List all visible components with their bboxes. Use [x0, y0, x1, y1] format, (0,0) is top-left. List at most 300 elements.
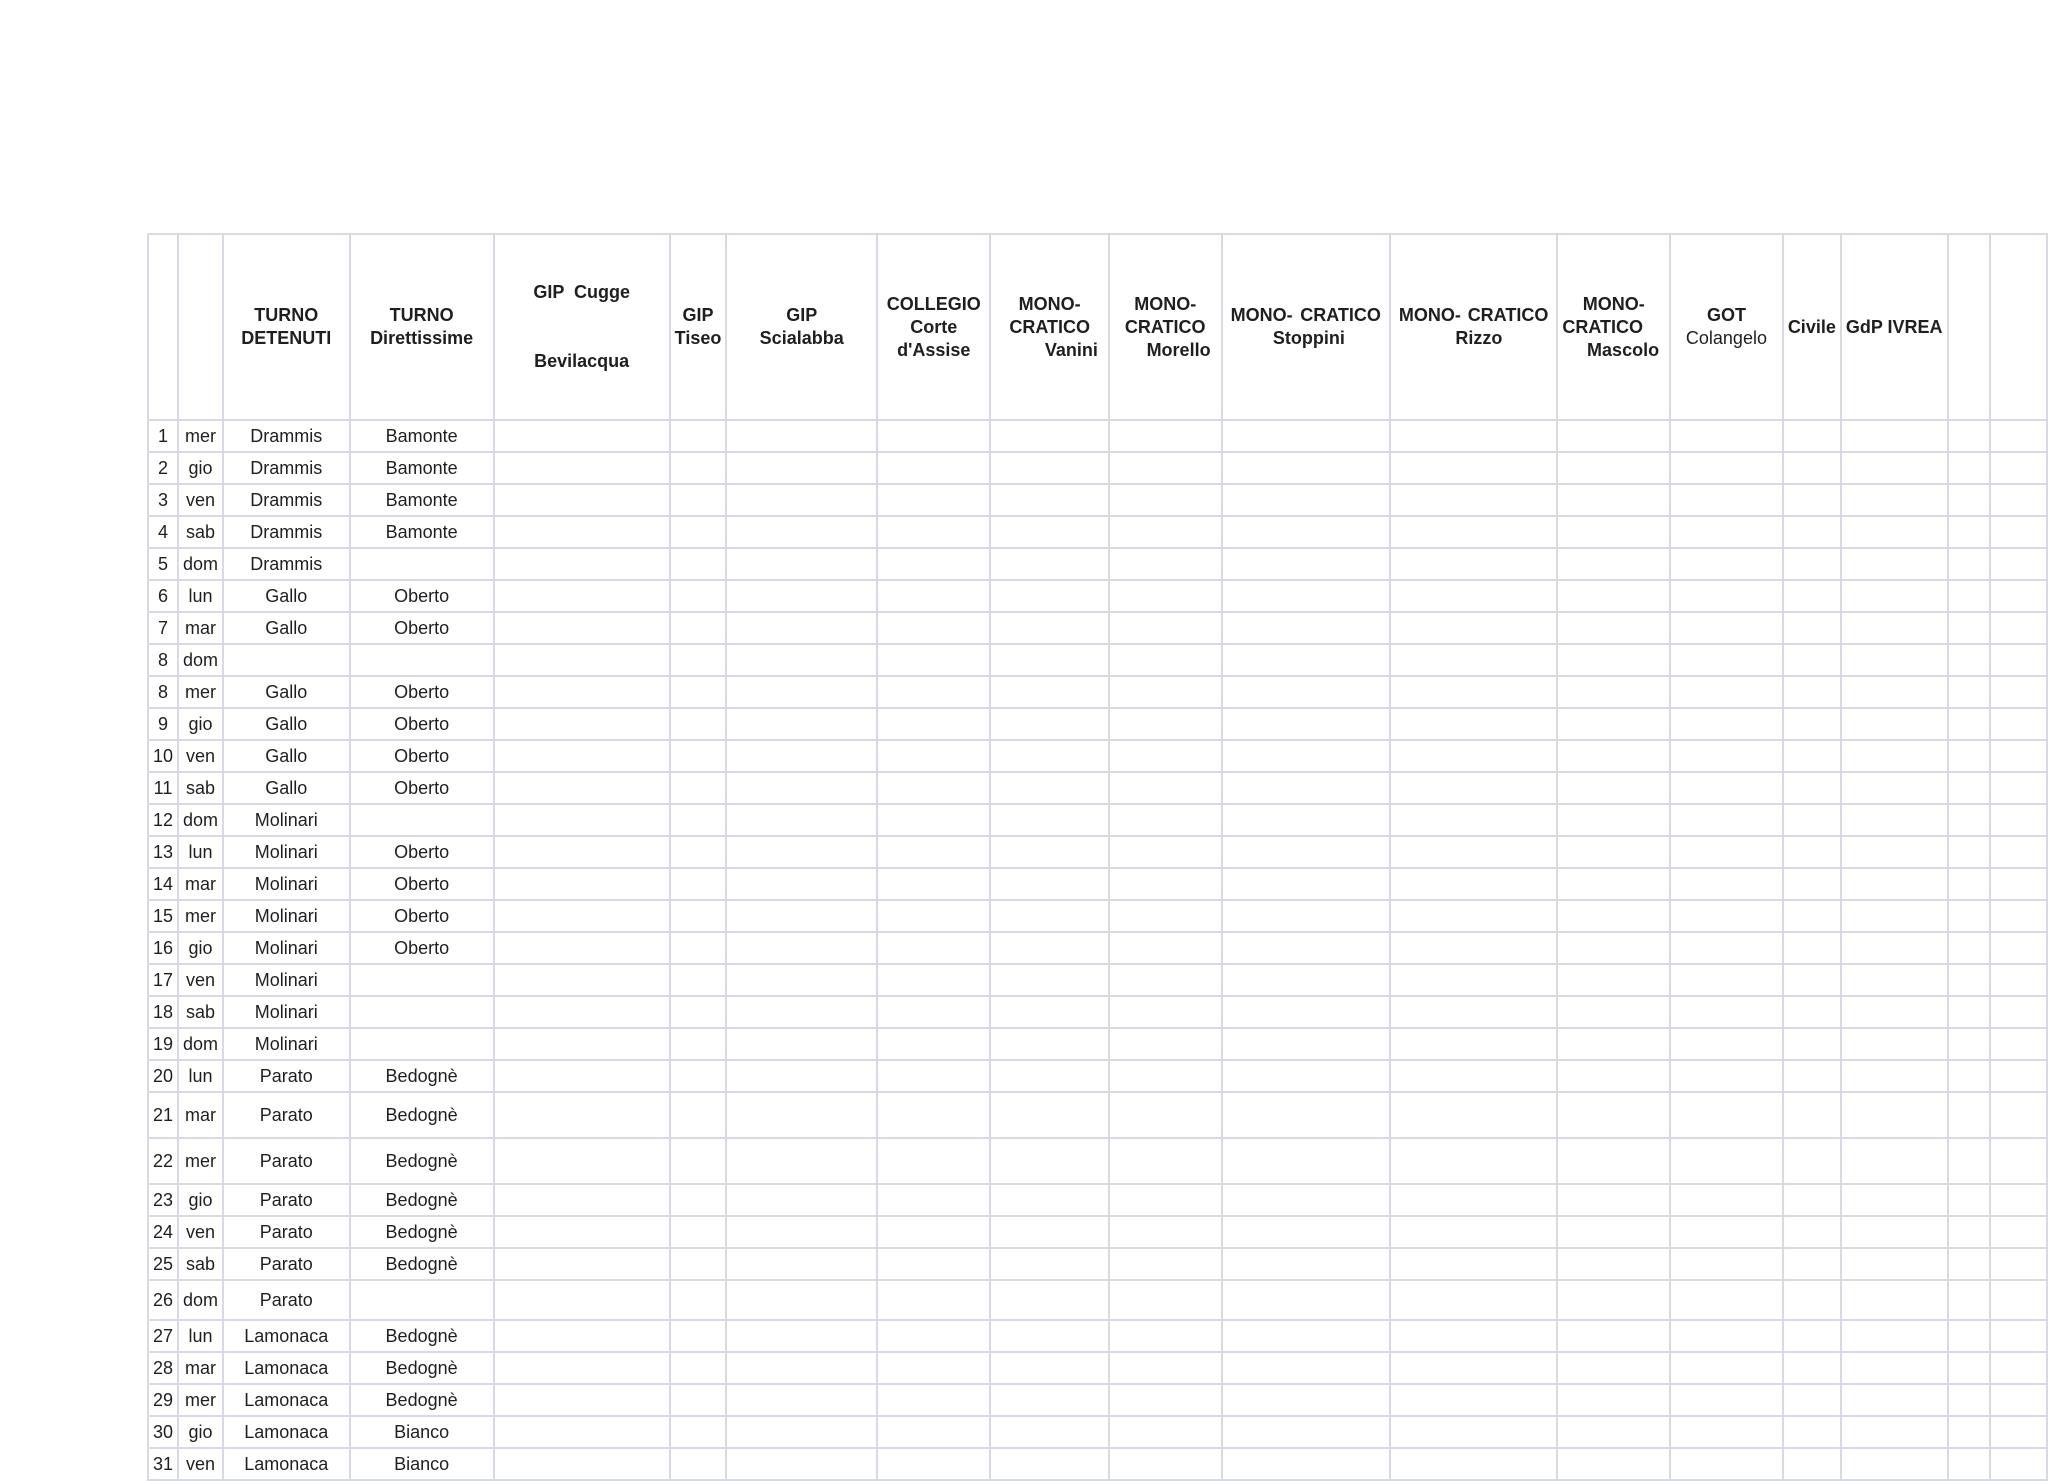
empty-cell	[670, 996, 727, 1028]
empty-cell	[1557, 644, 1670, 676]
header-text: Colangelo	[1685, 328, 1767, 348]
header-text: TURNO	[254, 305, 319, 325]
empty-cell	[670, 612, 727, 644]
empty-cell	[990, 804, 1108, 836]
turno-direttissime-cell	[350, 1028, 494, 1060]
empty-cell	[1557, 1320, 1670, 1352]
empty-cell	[726, 516, 877, 548]
empty-cell	[1557, 708, 1670, 740]
day-number-cell: 17	[148, 964, 178, 996]
empty-cell	[877, 708, 990, 740]
day-number-cell: 25	[148, 1248, 178, 1280]
turno-detenuti-cell: Drammis	[223, 452, 349, 484]
empty-cell	[990, 644, 1108, 676]
table-row	[148, 996, 2047, 1028]
header-day-number	[148, 234, 178, 420]
empty-cell	[494, 772, 670, 804]
empty-cell	[1948, 612, 1990, 644]
empty-cell	[726, 580, 877, 612]
empty-cell	[1109, 1138, 1222, 1184]
empty-cell	[990, 612, 1108, 644]
weekday-cell: sab	[178, 996, 223, 1028]
turno-direttissime-cell	[350, 996, 494, 1028]
empty-cell	[1990, 676, 2047, 708]
empty-cell	[670, 580, 727, 612]
empty-cell	[1670, 1384, 1783, 1416]
empty-cell	[877, 516, 990, 548]
empty-cell	[1222, 612, 1390, 644]
turno-direttissime-cell: Bedognè	[350, 1092, 494, 1138]
empty-cell	[494, 1028, 670, 1060]
empty-cell	[1109, 996, 1222, 1028]
weekday-cell: gio	[178, 708, 223, 740]
empty-cell	[1109, 964, 1222, 996]
empty-cell	[1990, 964, 2047, 996]
empty-cell	[670, 900, 727, 932]
empty-cell	[1783, 836, 1841, 868]
empty-cell	[1222, 484, 1390, 516]
empty-cell	[1109, 484, 1222, 516]
empty-cell	[877, 1028, 990, 1060]
empty-cell	[1990, 1028, 2047, 1060]
header-civile	[1783, 234, 1841, 420]
turno-detenuti-cell: Parato	[223, 1216, 349, 1248]
empty-cell	[1841, 740, 1948, 772]
empty-cell	[1670, 1216, 1783, 1248]
empty-cell	[1670, 1248, 1783, 1280]
empty-cell	[1841, 484, 1948, 516]
empty-cell	[1222, 804, 1390, 836]
empty-cell	[1783, 1092, 1841, 1138]
weekday-cell: gio	[178, 932, 223, 964]
empty-cell	[1109, 676, 1222, 708]
header-text: CRATICO	[1562, 316, 1644, 337]
empty-cell	[1948, 1184, 1990, 1216]
turno-direttissime-cell: Bedognè	[350, 1320, 494, 1352]
empty-cell	[494, 1248, 670, 1280]
empty-cell	[1109, 1248, 1222, 1280]
empty-cell	[877, 1448, 990, 1480]
empty-cell	[726, 708, 877, 740]
weekday-cell: mer	[178, 676, 223, 708]
empty-cell	[1109, 772, 1222, 804]
empty-cell	[1783, 1216, 1841, 1248]
empty-cell	[1990, 484, 2047, 516]
header-text: Scialabba	[759, 328, 844, 348]
day-number-cell: 4	[148, 516, 178, 548]
empty-cell	[990, 964, 1108, 996]
empty-cell	[494, 1280, 670, 1320]
turno-detenuti-cell: Gallo	[223, 676, 349, 708]
empty-cell	[1948, 1384, 1990, 1416]
empty-cell	[990, 484, 1108, 516]
empty-cell	[1783, 1248, 1841, 1280]
empty-cell	[1557, 1280, 1670, 1320]
empty-cell	[877, 1092, 990, 1138]
empty-cell	[990, 420, 1108, 452]
header-text: TURNO	[389, 305, 454, 325]
weekday-cell: mer	[178, 900, 223, 932]
empty-cell	[1390, 1320, 1557, 1352]
empty-cell	[1948, 1248, 1990, 1280]
empty-cell	[726, 644, 877, 676]
header-text: GIP	[682, 305, 714, 325]
header-row	[148, 234, 2047, 420]
empty-cell	[1109, 1416, 1222, 1448]
empty-cell	[726, 1138, 877, 1184]
empty-cell	[1990, 452, 2047, 484]
empty-cell	[990, 708, 1108, 740]
empty-cell	[1990, 868, 2047, 900]
empty-cell	[877, 836, 990, 868]
empty-cell	[1990, 1184, 2047, 1216]
turno-direttissime-cell: Bamonte	[350, 484, 494, 516]
header-text: DETENUTI	[241, 328, 332, 348]
empty-cell	[990, 1138, 1108, 1184]
empty-cell	[670, 1248, 727, 1280]
empty-cell	[1990, 580, 2047, 612]
empty-cell	[1841, 1184, 1948, 1216]
header-text: MONO-	[1398, 305, 1461, 325]
empty-cell	[670, 804, 727, 836]
empty-cell	[1670, 1280, 1783, 1320]
empty-cell	[990, 740, 1108, 772]
header-mono-vanini	[990, 234, 1108, 420]
turno-direttissime-cell: Oberto	[350, 772, 494, 804]
empty-cell	[1990, 420, 2047, 452]
header-text: MONO-	[1134, 293, 1197, 314]
day-number-cell: 3	[148, 484, 178, 516]
empty-cell	[1783, 644, 1841, 676]
empty-cell	[1557, 1352, 1670, 1384]
turno-direttissime-cell: Bamonte	[350, 516, 494, 548]
empty-cell	[877, 964, 990, 996]
empty-cell	[877, 1320, 990, 1352]
empty-cell	[1390, 900, 1557, 932]
table-row	[148, 1060, 2047, 1092]
empty-cell	[494, 1320, 670, 1352]
empty-cell	[1390, 1352, 1557, 1384]
empty-cell	[1841, 1060, 1948, 1092]
empty-cell	[1783, 740, 1841, 772]
weekday-cell: sab	[178, 516, 223, 548]
empty-cell	[1390, 452, 1557, 484]
header-text: Mascolo	[1587, 339, 1660, 360]
empty-cell	[1670, 644, 1783, 676]
weekday-cell: lun	[178, 836, 223, 868]
turno-detenuti-cell: Molinari	[223, 836, 349, 868]
empty-cell	[1948, 644, 1990, 676]
empty-cell	[877, 452, 990, 484]
empty-cell	[1109, 932, 1222, 964]
empty-cell	[877, 868, 990, 900]
empty-cell	[494, 644, 670, 676]
empty-cell	[1670, 1352, 1783, 1384]
empty-cell	[670, 484, 727, 516]
empty-cell	[494, 868, 670, 900]
empty-cell	[494, 1184, 670, 1216]
weekday-cell: gio	[178, 1416, 223, 1448]
empty-cell	[1948, 1280, 1990, 1320]
header-text: GOT	[1706, 305, 1746, 325]
empty-cell	[1948, 580, 1990, 612]
header-text: GIP Cugge	[533, 282, 631, 302]
empty-cell	[1222, 452, 1390, 484]
empty-cell	[1841, 1216, 1948, 1248]
header-gdp-ivrea	[1841, 234, 1948, 420]
empty-cell	[1390, 676, 1557, 708]
empty-cell	[670, 1448, 727, 1480]
empty-cell	[670, 1384, 727, 1416]
empty-cell	[1557, 420, 1670, 452]
empty-cell	[1390, 1216, 1557, 1248]
empty-cell	[1783, 1138, 1841, 1184]
empty-cell	[1222, 516, 1390, 548]
weekday-cell: lun	[178, 1320, 223, 1352]
empty-cell	[1841, 420, 1948, 452]
table-row	[148, 516, 2047, 548]
empty-cell	[1557, 772, 1670, 804]
empty-cell	[1557, 868, 1670, 900]
weekday-cell: mar	[178, 1352, 223, 1384]
empty-cell	[1557, 932, 1670, 964]
empty-cell	[726, 900, 877, 932]
empty-cell	[1390, 740, 1557, 772]
empty-cell	[726, 804, 877, 836]
empty-cell	[494, 740, 670, 772]
empty-cell	[1841, 868, 1948, 900]
empty-cell	[1222, 868, 1390, 900]
empty-cell	[1948, 548, 1990, 580]
day-number-cell: 13	[148, 836, 178, 868]
empty-cell	[1109, 452, 1222, 484]
empty-cell	[1390, 836, 1557, 868]
empty-cell	[1948, 836, 1990, 868]
table-row	[148, 1138, 2047, 1184]
empty-cell	[1557, 676, 1670, 708]
empty-cell	[1222, 644, 1390, 676]
empty-cell	[990, 516, 1108, 548]
table-row	[148, 1448, 2047, 1480]
turno-detenuti-cell: Parato	[223, 1060, 349, 1092]
empty-cell	[494, 548, 670, 580]
empty-cell	[1390, 1248, 1557, 1280]
empty-cell	[1109, 612, 1222, 644]
day-number-cell: 6	[148, 580, 178, 612]
empty-cell	[990, 900, 1108, 932]
empty-cell	[1948, 1028, 1990, 1060]
empty-cell	[1557, 1416, 1670, 1448]
empty-cell	[990, 548, 1108, 580]
empty-cell	[494, 452, 670, 484]
empty-cell	[1783, 1320, 1841, 1352]
empty-cell	[1222, 1384, 1390, 1416]
empty-cell	[1948, 676, 1990, 708]
empty-cell	[1109, 1184, 1222, 1216]
empty-cell	[1109, 740, 1222, 772]
header-gip-cugge	[494, 234, 670, 420]
empty-cell	[1948, 1352, 1990, 1384]
day-number-cell: 12	[148, 804, 178, 836]
empty-cell	[1783, 580, 1841, 612]
day-number-cell: 31	[148, 1448, 178, 1480]
empty-cell	[1841, 612, 1948, 644]
empty-cell	[877, 996, 990, 1028]
day-number-cell: 24	[148, 1216, 178, 1248]
empty-cell	[1670, 996, 1783, 1028]
weekday-cell: sab	[178, 772, 223, 804]
empty-cell	[726, 1448, 877, 1480]
header-collegio	[877, 234, 990, 420]
table-row	[148, 1092, 2047, 1138]
empty-cell	[877, 1138, 990, 1184]
empty-cell	[1948, 1448, 1990, 1480]
header-text: CRATICO	[1009, 316, 1090, 337]
empty-cell	[1222, 964, 1390, 996]
empty-cell	[494, 964, 670, 996]
empty-cell	[990, 1352, 1108, 1384]
header-text: GIP	[786, 305, 818, 325]
empty-cell	[1783, 612, 1841, 644]
turno-detenuti-cell: Parato	[223, 1092, 349, 1138]
weekday-cell: mer	[178, 420, 223, 452]
empty-cell	[1783, 772, 1841, 804]
day-number-cell: 23	[148, 1184, 178, 1216]
empty-cell	[670, 1416, 727, 1448]
empty-cell	[1783, 676, 1841, 708]
empty-cell	[990, 1448, 1108, 1480]
empty-cell	[1557, 900, 1670, 932]
turno-detenuti-cell: Parato	[223, 1184, 349, 1216]
empty-cell	[1109, 1384, 1222, 1416]
day-number-cell: 7	[148, 612, 178, 644]
empty-cell	[670, 1280, 727, 1320]
empty-cell	[1948, 708, 1990, 740]
empty-cell	[1557, 516, 1670, 548]
turno-detenuti-cell: Parato	[223, 1248, 349, 1280]
header-gip-scialabba	[726, 234, 877, 420]
empty-cell	[1948, 452, 1990, 484]
turno-detenuti-cell: Lamonaca	[223, 1352, 349, 1384]
empty-cell	[1222, 900, 1390, 932]
empty-cell	[1222, 772, 1390, 804]
header-turno-direttissime	[350, 234, 494, 420]
turno-direttissime-cell: Oberto	[350, 676, 494, 708]
header-text: COLLEGIO	[886, 293, 981, 314]
day-number-cell: 30	[148, 1416, 178, 1448]
empty-cell	[1990, 1416, 2047, 1448]
header-text: Rizzo	[1455, 328, 1503, 348]
empty-cell	[670, 676, 727, 708]
table-row	[148, 708, 2047, 740]
empty-cell	[1841, 516, 1948, 548]
empty-cell	[1390, 964, 1557, 996]
empty-cell	[494, 1416, 670, 1448]
empty-cell	[670, 932, 727, 964]
weekday-cell: mar	[178, 612, 223, 644]
turno-detenuti-cell: Molinari	[223, 900, 349, 932]
empty-cell	[494, 804, 670, 836]
empty-cell	[1557, 836, 1670, 868]
empty-cell	[1390, 1028, 1557, 1060]
empty-cell	[670, 644, 727, 676]
table-row	[148, 484, 2047, 516]
empty-cell	[1222, 1028, 1390, 1060]
empty-cell	[1783, 900, 1841, 932]
empty-cell	[1948, 964, 1990, 996]
empty-cell	[1990, 644, 2047, 676]
table-row	[148, 580, 2047, 612]
empty-cell	[1841, 644, 1948, 676]
turno-direttissime-cell: Bianco	[350, 1416, 494, 1448]
empty-cell	[877, 740, 990, 772]
header-text: CRATICO	[1300, 305, 1381, 325]
empty-cell	[494, 932, 670, 964]
empty-cell	[1109, 708, 1222, 740]
empty-cell	[990, 1060, 1108, 1092]
empty-cell	[1670, 548, 1783, 580]
table-row	[148, 1184, 2047, 1216]
empty-cell	[1222, 1184, 1390, 1216]
header-text: MONO-	[1230, 305, 1293, 325]
empty-cell	[726, 1060, 877, 1092]
empty-cell	[494, 1138, 670, 1184]
table-row	[148, 676, 2047, 708]
empty-cell	[877, 900, 990, 932]
empty-cell	[1557, 612, 1670, 644]
empty-cell	[1109, 548, 1222, 580]
empty-cell	[990, 1248, 1108, 1280]
empty-cell	[1990, 772, 2047, 804]
day-number-cell: 19	[148, 1028, 178, 1060]
header-text: Vanini	[1044, 339, 1098, 360]
empty-cell	[494, 1060, 670, 1092]
table-row	[148, 964, 2047, 996]
table-row	[148, 868, 2047, 900]
empty-cell	[1557, 1448, 1670, 1480]
empty-cell	[1990, 996, 2047, 1028]
weekday-cell: ven	[178, 1216, 223, 1248]
empty-cell	[1222, 1448, 1390, 1480]
empty-cell	[1670, 1416, 1783, 1448]
day-number-cell: 5	[148, 548, 178, 580]
empty-cell	[1222, 1248, 1390, 1280]
header-text: CRATICO	[1124, 316, 1206, 337]
empty-cell	[726, 612, 877, 644]
empty-cell	[1948, 1060, 1990, 1092]
header-text: CRATICO	[1467, 305, 1549, 325]
empty-cell	[1109, 1216, 1222, 1248]
empty-cell	[1222, 1416, 1390, 1448]
empty-cell	[1841, 708, 1948, 740]
empty-cell	[1783, 516, 1841, 548]
turno-detenuti-cell: Parato	[223, 1280, 349, 1320]
weekday-cell: dom	[178, 1028, 223, 1060]
empty-cell	[1222, 420, 1390, 452]
empty-cell	[877, 932, 990, 964]
weekday-cell: sab	[178, 1248, 223, 1280]
empty-cell	[1783, 1352, 1841, 1384]
empty-cell	[1990, 1060, 2047, 1092]
empty-cell	[877, 548, 990, 580]
header-mono-mascolo	[1557, 234, 1670, 420]
turno-direttissime-cell	[350, 644, 494, 676]
turno-direttissime-cell: Oberto	[350, 900, 494, 932]
empty-cell	[494, 484, 670, 516]
table-row	[148, 740, 2047, 772]
empty-cell	[1990, 804, 2047, 836]
empty-cell	[1109, 1060, 1222, 1092]
